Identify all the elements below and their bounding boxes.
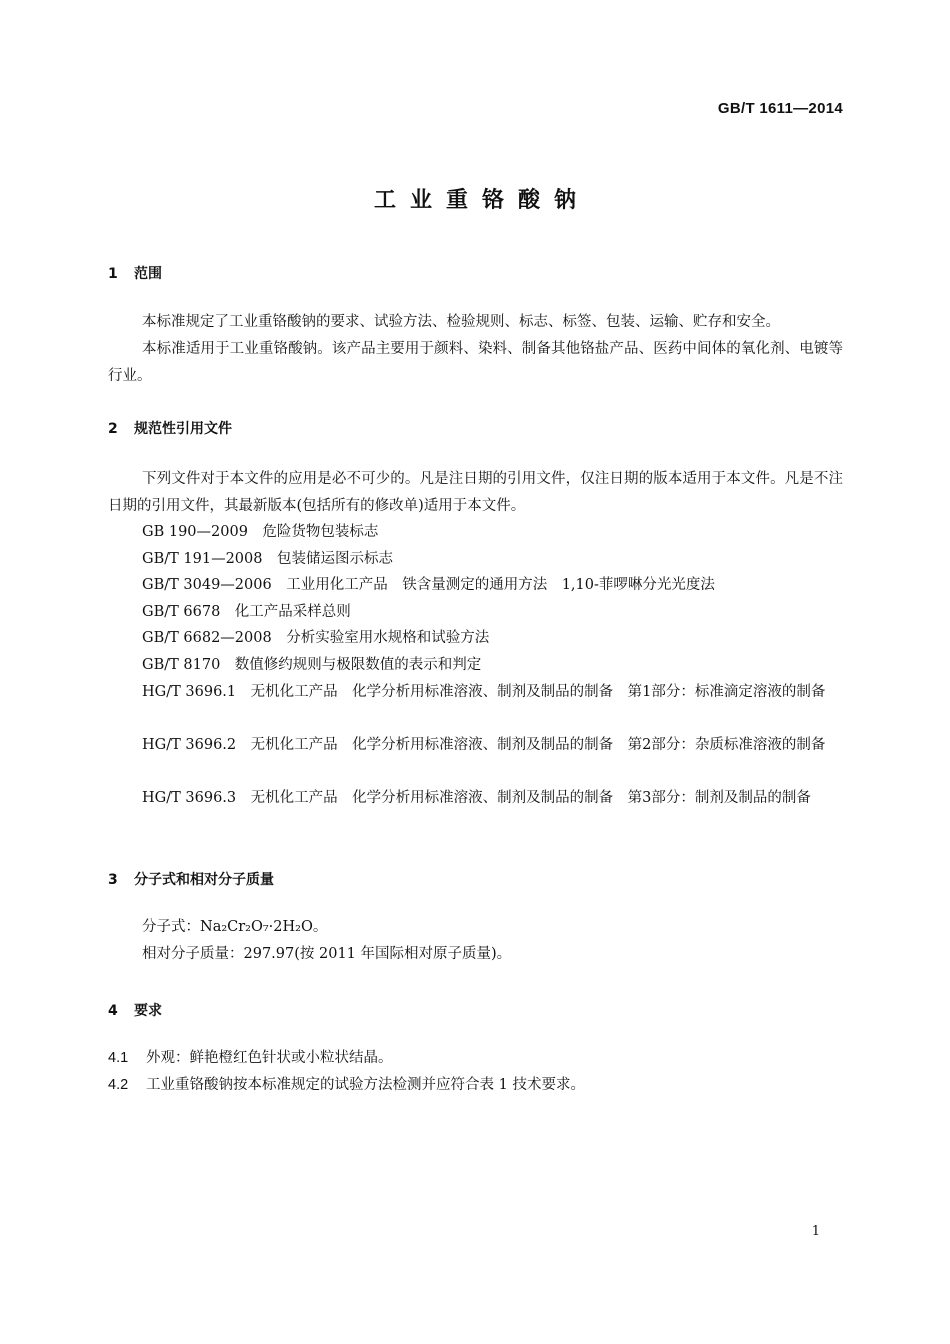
section-number: 4	[108, 1003, 118, 1019]
reference-item: GB 190—2009 危险货物包装标志	[142, 524, 379, 540]
reference-item: GB/T 6682—2008 分析实验室用水规格和试验方法	[142, 630, 490, 646]
reference-item: HG/T 3696.1 无机化工产品 化学分析用标准溶液、制剂及制品的制备 第1部分：标准滴定溶液的制备	[142, 684, 826, 700]
standard-code: GB/T 1611—2014	[717, 100, 843, 117]
section-title: 分子式和相对分子质量	[134, 872, 274, 888]
clause-text: 工业重铬酸钠按本标准规定的试验方法检测并应符合表 1 技术要求。	[146, 1077, 585, 1093]
page-number: 1	[811, 1224, 820, 1239]
section-title: 范围	[134, 266, 162, 282]
section-title: 规范性引用文件	[134, 421, 232, 437]
section-2-heading	[108, 418, 232, 438]
scope-paragraph-1: 本标准规定了工业重铬酸钠的要求、试验方法、检验规则、标志、标签、包装、运输、贮存和安全。	[142, 314, 780, 330]
document-title: 工业重铬酸钠	[373, 188, 590, 213]
reference-item: GB/T 8170 数值修约规则与极限数值的表示和判定	[142, 657, 482, 673]
section-number: 1	[108, 266, 118, 282]
requirement-item	[108, 1072, 585, 1099]
clause-number: 4.2	[108, 1077, 129, 1093]
references-intro: 下列文件对于本文件的应用是必不可少的。凡是注日期的引用文件，仅注日期的版本适用于本文件。凡是不注日期的引用文件，其最新版本(包括所有的修改单)适用于本文件。	[108, 471, 843, 514]
clause-number: 4.1	[108, 1050, 129, 1066]
requirement-item	[108, 1045, 393, 1072]
reference-item: HG/T 3696.3 无机化工产品 化学分析用标准溶液、制剂及制品的制备 第3部分：制剂及制品的制备	[142, 790, 811, 806]
reference-item: GB/T 191—2008 包装储运图示标志	[142, 551, 393, 567]
molecular-formula	[142, 914, 327, 941]
formula-value: Na₂Cr₂O₇·2H₂O。	[200, 919, 328, 935]
reference-item: GB/T 3049—2006 工业用化工产品 铁含量测定的通用方法 1,10-菲啰啉分光光度法	[142, 577, 715, 593]
scope-paragraph-2: 本标准适用于工业重铬酸钠。该产品主要用于颜料、染料、制备其他铬盐产品、医药中间体的氧化剂、电镀等行业。	[108, 341, 843, 384]
reference-item: GB/T 6678 化工产品采样总则	[142, 604, 351, 620]
section-4-heading	[108, 1000, 162, 1020]
reference-item: HG/T 3696.2 无机化工产品 化学分析用标准溶液、制剂及制品的制备 第2部分：杂质标准溶液的制备	[142, 737, 826, 753]
section-3-heading	[108, 869, 274, 889]
section-1-heading	[108, 263, 162, 283]
section-number: 2	[108, 421, 118, 437]
molecular-mass: 相对分子质量：297.97(按 2011 年国际相对原子质量)。	[142, 946, 512, 962]
section-number: 3	[108, 872, 118, 888]
formula-label: 分子式：	[142, 919, 200, 935]
section-title: 要求	[134, 1003, 162, 1019]
clause-text: 外观：鲜艳橙红色针状或小粒状结晶。	[146, 1050, 393, 1066]
